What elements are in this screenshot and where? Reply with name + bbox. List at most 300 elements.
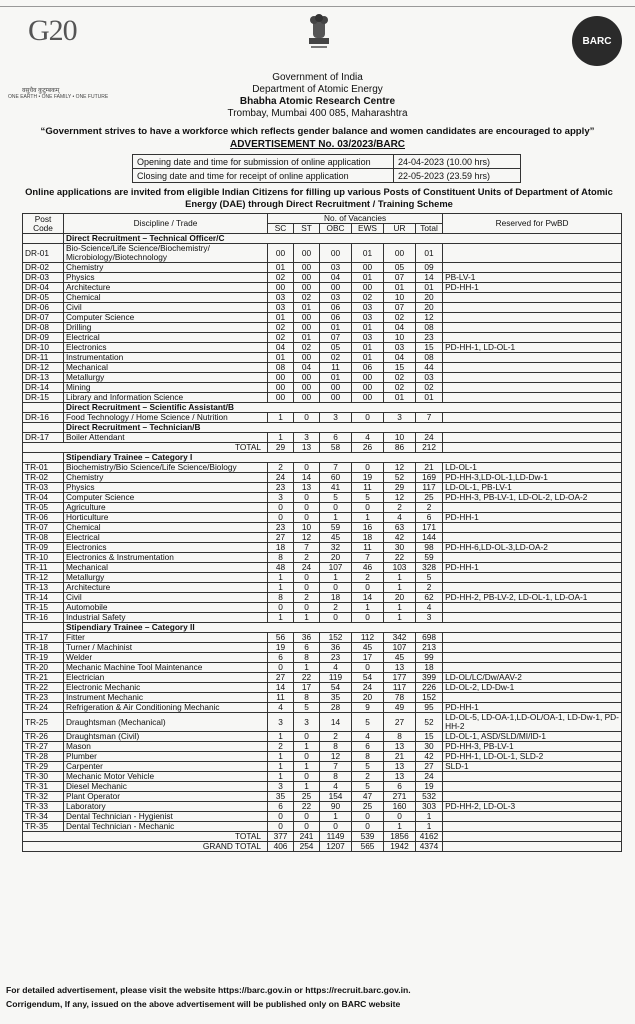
table-row [23,683,622,693]
trade-cell: Boiler Attendant [64,433,268,443]
pwbd-cell [443,643,622,653]
st-cell: 02 [294,293,320,303]
date-row [133,169,521,183]
obc-cell: 4 [320,782,352,792]
post-code-cell: TR-21 [23,673,64,683]
table-row [23,503,622,513]
total-row [23,832,622,842]
sc-cell: 3 [268,493,294,503]
st-cell: 5 [294,703,320,713]
ews-cell: 5 [352,493,384,503]
ur-cell: 04 [384,353,416,363]
ur-cell: 07 [384,273,416,283]
header-line-3: Bhabha Atomic Research Centre [239,96,396,107]
table-row [23,553,622,563]
section-code-cell [23,623,64,633]
total-cell: 5 [416,573,443,583]
table-row [23,593,622,603]
trade-cell: Civil [64,303,268,313]
post-code-cell: TR-20 [23,663,64,673]
ur-cell: 1 [384,822,416,832]
obc-cell: 03 [320,293,352,303]
total-cell: 213 [416,643,443,653]
pwbd-cell: PD-HH-1, LD-OL-1, SLD-2 [443,752,622,762]
ews-cell: 19 [352,473,384,483]
obc-cell: 54 [320,683,352,693]
pwbd-cell [443,363,622,373]
total-cell: 20 [416,293,443,303]
sc-cell: 1 [268,762,294,772]
total-st-cell: 241 [294,832,320,842]
sc-cell: 6 [268,653,294,663]
trade-cell: Draughtsman (Mechanical) [64,713,268,732]
pwbd-cell [443,792,622,802]
st-cell: 0 [294,463,320,473]
pwbd-cell [443,822,622,832]
post-code-cell: TR-27 [23,742,64,752]
obc-cell: 04 [320,273,352,283]
pwbd-cell: PD-HH-6,LD-OL-3,LD-OA-2 [443,543,622,553]
obc-cell: 35 [320,693,352,703]
ur-cell: 13 [384,742,416,752]
trade-cell: Mechanic Motor Vehicle [64,772,268,782]
trade-cell: Metallurgy [64,373,268,383]
total-cell: 25 [416,493,443,503]
post-code-cell: TR-29 [23,762,64,772]
obc-cell: 14 [320,713,352,732]
trade-cell: Instrumentation [64,353,268,363]
sc-cell: 3 [268,782,294,792]
table-row [23,473,622,483]
post-code-cell: TR-17 [23,633,64,643]
st-cell: 00 [294,393,320,403]
table-row [23,373,622,383]
trade-cell: Chemistry [64,263,268,273]
st-cell: 14 [294,473,320,483]
pwbd-cell [443,373,622,383]
st-cell: 0 [294,603,320,613]
st-cell: 0 [294,812,320,822]
sc-cell: 24 [268,473,294,483]
st-cell: 0 [294,772,320,782]
post-code-cell: DR-13 [23,373,64,383]
st-cell: 00 [294,323,320,333]
post-code-cell: TR-31 [23,782,64,792]
pwbd-cell [443,782,622,792]
ur-cell: 29 [384,483,416,493]
sc-cell: 0 [268,822,294,832]
ews-cell: 00 [352,383,384,393]
ews-cell: 5 [352,762,384,772]
trade-cell: Computer Science [64,313,268,323]
trade-cell: Electronics [64,343,268,353]
sc-cell: 00 [268,393,294,403]
obc-cell: 12 [320,752,352,762]
post-code-cell: TR-19 [23,653,64,663]
intro-paragraph: Online applications are invited from eligible Indian Citizens for filling up various Posts of Constituent Units of Department of Atomic Energy (DAE) through Direct Recruitment / Training Scheme [25,186,613,209]
ews-cell: 14 [352,593,384,603]
ur-cell: 6 [384,782,416,792]
ur-cell: 12 [384,493,416,503]
total-cell: 3 [416,613,443,623]
table-row [23,653,622,663]
obc-cell: 0 [320,822,352,832]
ur-cell: 07 [384,303,416,313]
sc-cell: 27 [268,533,294,543]
ur-cell: 271 [384,792,416,802]
pwbd-cell: PD-HH-3, PB-LV-1, LD-OL-2, LD-OA-2 [443,493,622,503]
post-code-cell: DR-03 [23,273,64,283]
st-cell: 00 [294,353,320,363]
pwbd-cell [443,693,622,703]
sc-cell: 19 [268,643,294,653]
ur-cell: 117 [384,683,416,693]
date-label: Opening date and time for submission of online application [133,155,394,169]
trade-cell: Electronics & Instrumentation [64,553,268,563]
sc-cell: 18 [268,543,294,553]
ews-cell: 6 [352,742,384,752]
post-code-cell: DR-10 [23,343,64,353]
obc-cell: 0 [320,583,352,593]
section-code-cell [23,403,64,413]
st-cell: 0 [294,493,320,503]
pwbd-cell [443,353,622,363]
total-st-cell: 254 [294,842,320,852]
total-obc-cell: 58 [320,443,352,453]
ur-cell: 45 [384,653,416,663]
ur-cell: 1 [384,583,416,593]
sc-cell: 1 [268,583,294,593]
ews-cell: 0 [352,583,384,593]
ews-cell: 18 [352,533,384,543]
vacancies-header: No. of Vacancies [268,214,443,224]
post-code-cell: TR-07 [23,523,64,533]
obc-cell: 36 [320,643,352,653]
table-row [23,333,622,343]
st-cell: 3 [294,433,320,443]
ews-cell: 01 [352,343,384,353]
section-row [23,234,622,244]
ews-cell: 1 [352,603,384,613]
total-cell: 6 [416,513,443,523]
trade-cell: Library and Information Science [64,393,268,403]
sc-cell: 1 [268,613,294,623]
trade-cell: Civil [64,593,268,603]
pwbd-cell [443,503,622,513]
total-cell: 21 [416,463,443,473]
total-total-cell: 4162 [416,832,443,842]
post-code-cell: TR-33 [23,802,64,812]
pwbd-cell [443,323,622,333]
sc-cell: 3 [268,713,294,732]
total-cell: 99 [416,653,443,663]
total-cell: 226 [416,683,443,693]
pwbd-cell: PD-HH-1 [443,563,622,573]
total-cell: 44 [416,363,443,373]
header-line-4: Trombay, Mumbai 400 085, Maharashtra [227,108,408,119]
total-pwbd-cell [443,842,622,852]
ews-cell: 00 [352,263,384,273]
obc-cell: 00 [320,383,352,393]
st-cell: 00 [294,244,320,263]
pwbd-cell [443,263,622,273]
total-cell: 171 [416,523,443,533]
trade-cell: Automobile [64,603,268,613]
table-row [23,713,622,732]
pwbd-cell: PB-LV-1 [443,273,622,283]
trade-cell: Electronics [64,543,268,553]
trade-cell: Electronic Mechanic [64,683,268,693]
st-cell: 04 [294,363,320,373]
obc-cell: 11 [320,363,352,373]
table-row [23,244,622,263]
post-code-cell: TR-02 [23,473,64,483]
table-row [23,343,622,353]
table-row [23,802,622,812]
ur-cell: 02 [384,373,416,383]
trade-cell: Physics [64,483,268,493]
obc-cell: 0 [320,503,352,513]
ews-cell: 02 [352,293,384,303]
total-cell: 01 [416,393,443,403]
total-cell: 1 [416,822,443,832]
ews-cell: 17 [352,653,384,663]
pwbd-cell [443,553,622,563]
total-cell: 01 [416,244,443,263]
total-cell: 328 [416,563,443,573]
ur-cell: 10 [384,333,416,343]
post-code-cell: TR-04 [23,493,64,503]
total-cell: 532 [416,792,443,802]
pwbd-cell [443,533,622,543]
st-cell: 13 [294,483,320,493]
ews-cell: 45 [352,643,384,653]
sc-cell: 8 [268,593,294,603]
total-cell: 24 [416,772,443,782]
obc-cell: 1 [320,812,352,822]
total-cell: 20 [416,303,443,313]
st-cell: 8 [294,653,320,663]
total-row [23,842,622,852]
ews-cell: 7 [352,553,384,563]
st-cell: 12 [294,533,320,543]
ur-cell: 00 [384,244,416,263]
ur-cell: 52 [384,473,416,483]
total-cell: 15 [416,343,443,353]
st-cell: 00 [294,373,320,383]
total-sc-cell: 406 [268,842,294,852]
total-cell: 2 [416,583,443,593]
table-row [23,693,622,703]
total-label: TOTAL [23,443,268,453]
ur-cell: 13 [384,772,416,782]
post-code-cell: TR-34 [23,812,64,822]
ews-cell: 11 [352,543,384,553]
sc-cell: 1 [268,732,294,742]
table-row [23,513,622,523]
total-cell: 7 [416,413,443,423]
table-row [23,283,622,293]
pwbd-cell: LD-OL-1 [443,463,622,473]
obc-cell: 8 [320,742,352,752]
sc-cell: 56 [268,633,294,643]
table-row [23,822,622,832]
trade-cell: Biochemistry/Bio Science/Life Science/Biology [64,463,268,473]
pwbd-cell [443,383,622,393]
st-cell: 24 [294,563,320,573]
obc-cell: 41 [320,483,352,493]
date-value: 24-04-2023 (10.00 hrs) [394,155,521,169]
total-header: Total [416,224,443,234]
ews-cell: 00 [352,373,384,383]
ur-cell: 3 [384,413,416,423]
obc-cell: 152 [320,633,352,643]
obc-cell: 2 [320,603,352,613]
total-ews-cell: 539 [352,832,384,842]
trade-cell: Plant Operator [64,792,268,802]
st-cell: 1 [294,613,320,623]
trade-cell: Electrical [64,533,268,543]
trade-cell: Fitter [64,633,268,643]
st-cell: 0 [294,513,320,523]
table-row [23,563,622,573]
ews-cell: 112 [352,633,384,643]
total-cell: 62 [416,593,443,603]
st-header: ST [294,224,320,234]
ur-cell: 02 [384,313,416,323]
total-cell: 98 [416,543,443,553]
post-code-cell: DR-06 [23,303,64,313]
section-title: Stipendiary Trainee – Category II [64,623,622,633]
obc-cell: 45 [320,533,352,543]
trade-cell: Mechanical [64,363,268,373]
total-cell: 09 [416,263,443,273]
total-cell: 12 [416,313,443,323]
obc-cell: 06 [320,313,352,323]
ur-cell: 01 [384,393,416,403]
trade-cell: Food Technology / Home Science / Nutrition [64,413,268,423]
obc-cell: 3 [320,413,352,423]
ur-cell: 0 [384,812,416,822]
trade-cell: Mechanical [64,563,268,573]
obc-cell: 23 [320,653,352,663]
sc-cell: 23 [268,483,294,493]
st-cell: 0 [294,752,320,762]
pwbd-cell: LD-OL-2, LD-Dw-1 [443,683,622,693]
obc-header: OBC [320,224,352,234]
post-code-cell: TR-25 [23,713,64,732]
post-code-header: Post Code [23,214,64,234]
total-sc-cell: 29 [268,443,294,453]
ur-cell: 49 [384,703,416,713]
ur-cell: 21 [384,752,416,762]
trade-cell: Welder [64,653,268,663]
pwbd-cell [443,293,622,303]
total-ur-cell: 1856 [384,832,416,842]
ews-cell: 54 [352,673,384,683]
st-cell: 00 [294,383,320,393]
ews-cell: 16 [352,523,384,533]
trade-cell: Chemical [64,293,268,303]
pwbd-cell: PD-HH-2, LD-OL-3 [443,802,622,812]
st-cell: 1 [294,782,320,792]
total-total-cell: 4374 [416,842,443,852]
sc-cell: 03 [268,293,294,303]
total-cell: 152 [416,693,443,703]
dates-table [132,154,521,183]
st-cell: 1 [294,762,320,772]
pwbd-cell: PD-HH-2, PB-LV-2, LD-OL-1, LD-OA-1 [443,593,622,603]
footer-website-note: For detailed advertisement, please visit the website https://barc.gov.in or https://recruit.barc.gov.in. [6,985,411,995]
sc-cell: 1 [268,752,294,762]
trade-cell: Architecture [64,583,268,593]
ur-cell: 10 [384,293,416,303]
st-cell: 10 [294,523,320,533]
ews-cell: 20 [352,693,384,703]
ews-cell: 24 [352,683,384,693]
sc-cell: 1 [268,433,294,443]
st-cell: 22 [294,673,320,683]
trade-cell: Electrical [64,333,268,343]
table-row [23,603,622,613]
table-row [23,633,622,643]
obc-cell: 05 [320,343,352,353]
sc-cell: 03 [268,303,294,313]
sc-cell: 02 [268,273,294,283]
obc-cell: 0 [320,613,352,623]
ur-cell: 03 [384,343,416,353]
trade-cell: Dental Technician - Mechanic [64,822,268,832]
total-cell: 169 [416,473,443,483]
trade-cell: Physics [64,273,268,283]
ews-cell: 47 [352,792,384,802]
st-cell: 2 [294,593,320,603]
post-code-cell: TR-06 [23,513,64,523]
post-code-cell: TR-11 [23,563,64,573]
g20-motto: ONE EARTH • ONE FAMILY • ONE FUTURE [8,94,109,100]
section-code-cell [23,234,64,244]
discipline-header: Discipline / Trade [64,214,268,234]
ews-cell: 5 [352,782,384,792]
sc-cell: 00 [268,283,294,293]
sc-cell: 23 [268,523,294,533]
post-code-cell: DR-02 [23,263,64,273]
ews-cell: 11 [352,483,384,493]
obc-cell: 154 [320,792,352,802]
st-cell: 0 [294,503,320,513]
ews-cell: 03 [352,303,384,313]
ews-header: EWS [352,224,384,234]
pwbd-cell [443,603,622,613]
table-row [23,463,622,473]
obc-cell: 119 [320,673,352,683]
sc-cell: 00 [268,373,294,383]
st-cell: 0 [294,583,320,593]
pwbd-cell [443,244,622,263]
st-cell: 2 [294,553,320,563]
st-cell: 6 [294,643,320,653]
pwbd-cell: PD-HH-3, PB-LV-1 [443,742,622,752]
sc-cell: 8 [268,553,294,563]
ur-header: UR [384,224,416,234]
st-cell: 1 [294,742,320,752]
total-cell: 30 [416,742,443,752]
st-cell: 36 [294,633,320,643]
obc-cell: 7 [320,463,352,473]
trade-cell: Mining [64,383,268,393]
total-cell: 23 [416,333,443,343]
st-cell: 7 [294,543,320,553]
